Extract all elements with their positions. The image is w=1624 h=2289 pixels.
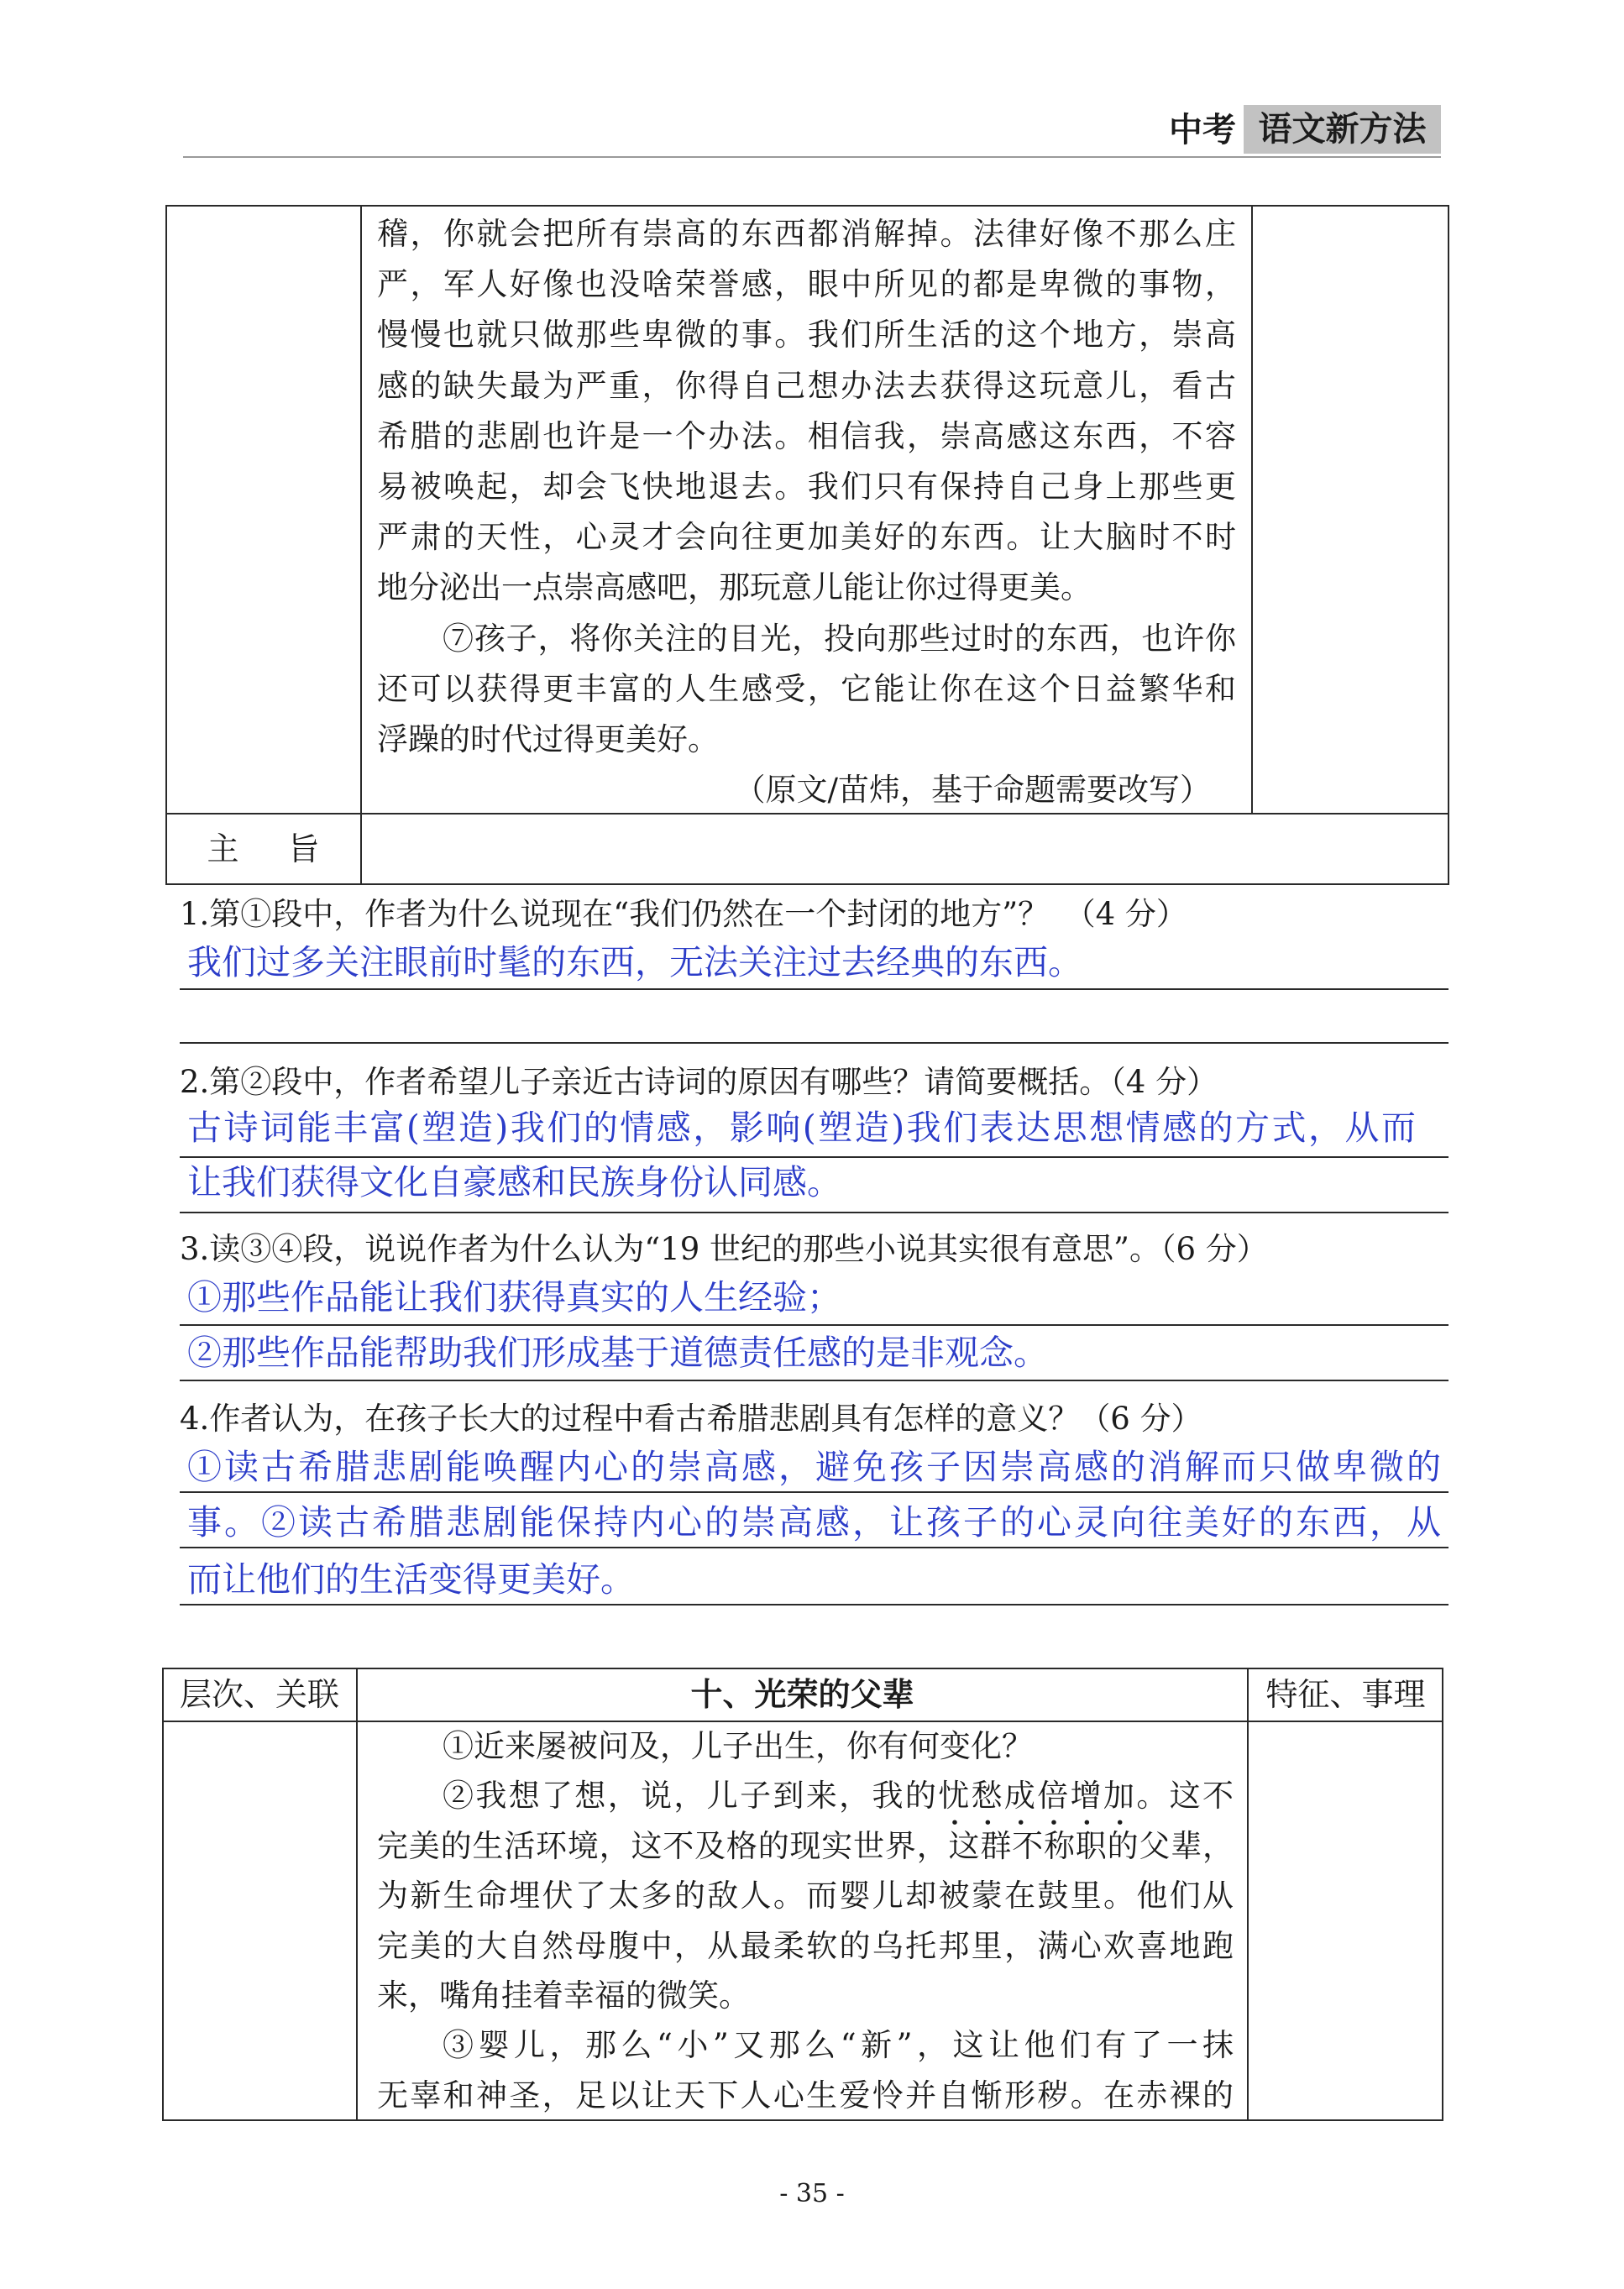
- column-header-features: 特征、事理: [1265, 1676, 1426, 1713]
- table-column-divider: [1251, 205, 1253, 814]
- passage-line: 严肃的天性，心灵才会向往更加美好的东西。让大脑时不时: [377, 519, 1236, 556]
- answer-rule: [180, 1212, 1449, 1213]
- passage-line: ⑦孩子，将你关注的目光，投向那些过时的东西，也许你: [443, 620, 1236, 657]
- passage-source-note: （原文/苗炜，基于命题需要改写）: [734, 772, 1211, 809]
- header-rule: [183, 156, 1441, 158]
- passage-line: 稽，你就会把所有崇高的东西都消解掉。法律好像不那么庄: [377, 216, 1236, 252]
- passage-line: 浮躁的时代过得更美好。: [377, 720, 719, 757]
- passage-line: [377, 1771, 1234, 1820]
- passage-line: ③婴儿，那么“小”又那么“新”，这让他们有了一抹: [443, 2027, 1234, 2064]
- column-header-structure: 层次、关联: [179, 1676, 339, 1713]
- answer-line: 我们过多关注眼前时髦的东西，无法关注过去经典的东西。: [187, 942, 1082, 982]
- passage-line: 完美的大自然母腹中，从最柔软的乌托邦里，满心欢喜地跑: [377, 1927, 1234, 1964]
- answer-rule: [180, 1324, 1449, 1326]
- answer-line: ①那些作品能让我们获得真实的人生经验；: [187, 1277, 841, 1317]
- answer-rule: [180, 988, 1449, 990]
- answer-rule: [180, 1491, 1449, 1493]
- emphasized-text: 忧愁成倍增加: [938, 1778, 1137, 1815]
- passage-line: 无辜和神圣，足以让天下人心生爱怜并自惭形秽。在赤裸的: [377, 2077, 1234, 2114]
- passage-line: 地分泌出一点崇高感吧，那玩意儿能让你过得更美。: [377, 569, 1092, 606]
- passage-line-segment: 。这不: [1136, 1778, 1234, 1815]
- answer-rule: [180, 1380, 1449, 1381]
- passage-two-text: [377, 1721, 1234, 2120]
- answer-line: 古诗词能丰富(塑造)我们的情感，影响(塑造)我们表达思想情感的方式，从而: [187, 1108, 1416, 1148]
- answer-line: 事。②读古希腊悲剧能保持内心的崇高感，让孩子的心灵向往美好的东西，从: [187, 1502, 1441, 1543]
- passage-title: 十、光荣的父辈: [690, 1676, 914, 1713]
- answer-line: 让我们获得文化自豪感和民族身份认同感。: [187, 1162, 841, 1202]
- passage-line: 还可以获得更丰富的人生感受，它能让你在这个日益繁华和: [377, 670, 1236, 707]
- passage-line: 为新生命埋伏了太多的敌人。而婴儿却被蒙在鼓里。他们从: [377, 1878, 1234, 1914]
- question-prompt: 3.读③④段，说说作者为什么认为“19 世纪的那些小说其实很有意思”。（6 分）: [180, 1231, 1268, 1267]
- passage-one-text: [377, 209, 1236, 815]
- header-series-title: 语文新方法: [1244, 105, 1441, 154]
- answer-line: ①读古希腊悲剧能唤醒内心的崇高感，避免孩子因崇高感的消解而只做卑微的: [187, 1447, 1441, 1487]
- passage-line-segment: ②我想了想，说，儿子到来，我的: [443, 1778, 939, 1815]
- table-column-divider: [356, 1668, 358, 2121]
- passage-line: ①近来屡被问及，儿子出生，你有何变化？: [443, 1728, 1033, 1764]
- answer-rule: [180, 1042, 1449, 1044]
- question-prompt: 2.第②段中，作者希望儿子亲近古诗词的原因有哪些？请简要概括。（4 分）: [180, 1064, 1218, 1100]
- answer-rule: [180, 1547, 1449, 1548]
- question-prompt: 1.第①段中，作者为什么说现在“我们仍然在一个封闭的地方”？ （4 分）: [180, 896, 1187, 932]
- passage-line: 完美的生活环境，这不及格的现实世界，这群不称职的父辈，: [377, 1827, 1234, 1864]
- answer-rule: [180, 1604, 1449, 1605]
- header-exam-label: 中考: [1169, 110, 1236, 149]
- page-number: - 35 -: [779, 2179, 845, 2208]
- theme-label: 主 旨: [207, 830, 320, 867]
- passage-line: 慢慢也就只做那些卑微的事。我们所生活的这个地方，崇高: [377, 317, 1236, 354]
- table-column-divider: [1247, 1668, 1249, 2121]
- passage-line: 易被唤起，却会飞快地退去。我们只有保持自己身上那些更: [377, 468, 1236, 505]
- answer-rule: [180, 1156, 1449, 1158]
- passage-line: 来，嘴角挂着幸福的微笑。: [377, 1977, 750, 2014]
- table-column-divider: [360, 205, 362, 885]
- answer-line: 而让他们的生活变得更美好。: [187, 1559, 635, 1600]
- passage-line: 严，军人好像也没啥荣誉感，眼中所见的都是卑微的事物，: [377, 266, 1236, 303]
- passage-line: 希腊的悲剧也许是一个办法。相信我，崇高感这东西，不容: [377, 417, 1236, 454]
- answer-line: ②那些作品能帮助我们形成基于道德责任感的是非观念。: [187, 1333, 1048, 1373]
- question-prompt: 4.作者认为，在孩子长大的过程中看古希腊悲剧具有怎样的意义？（6 分）: [180, 1401, 1202, 1437]
- passage-line: 感的缺失最为严重，你得自己想办法去获得这玩意儿，看古: [377, 367, 1236, 404]
